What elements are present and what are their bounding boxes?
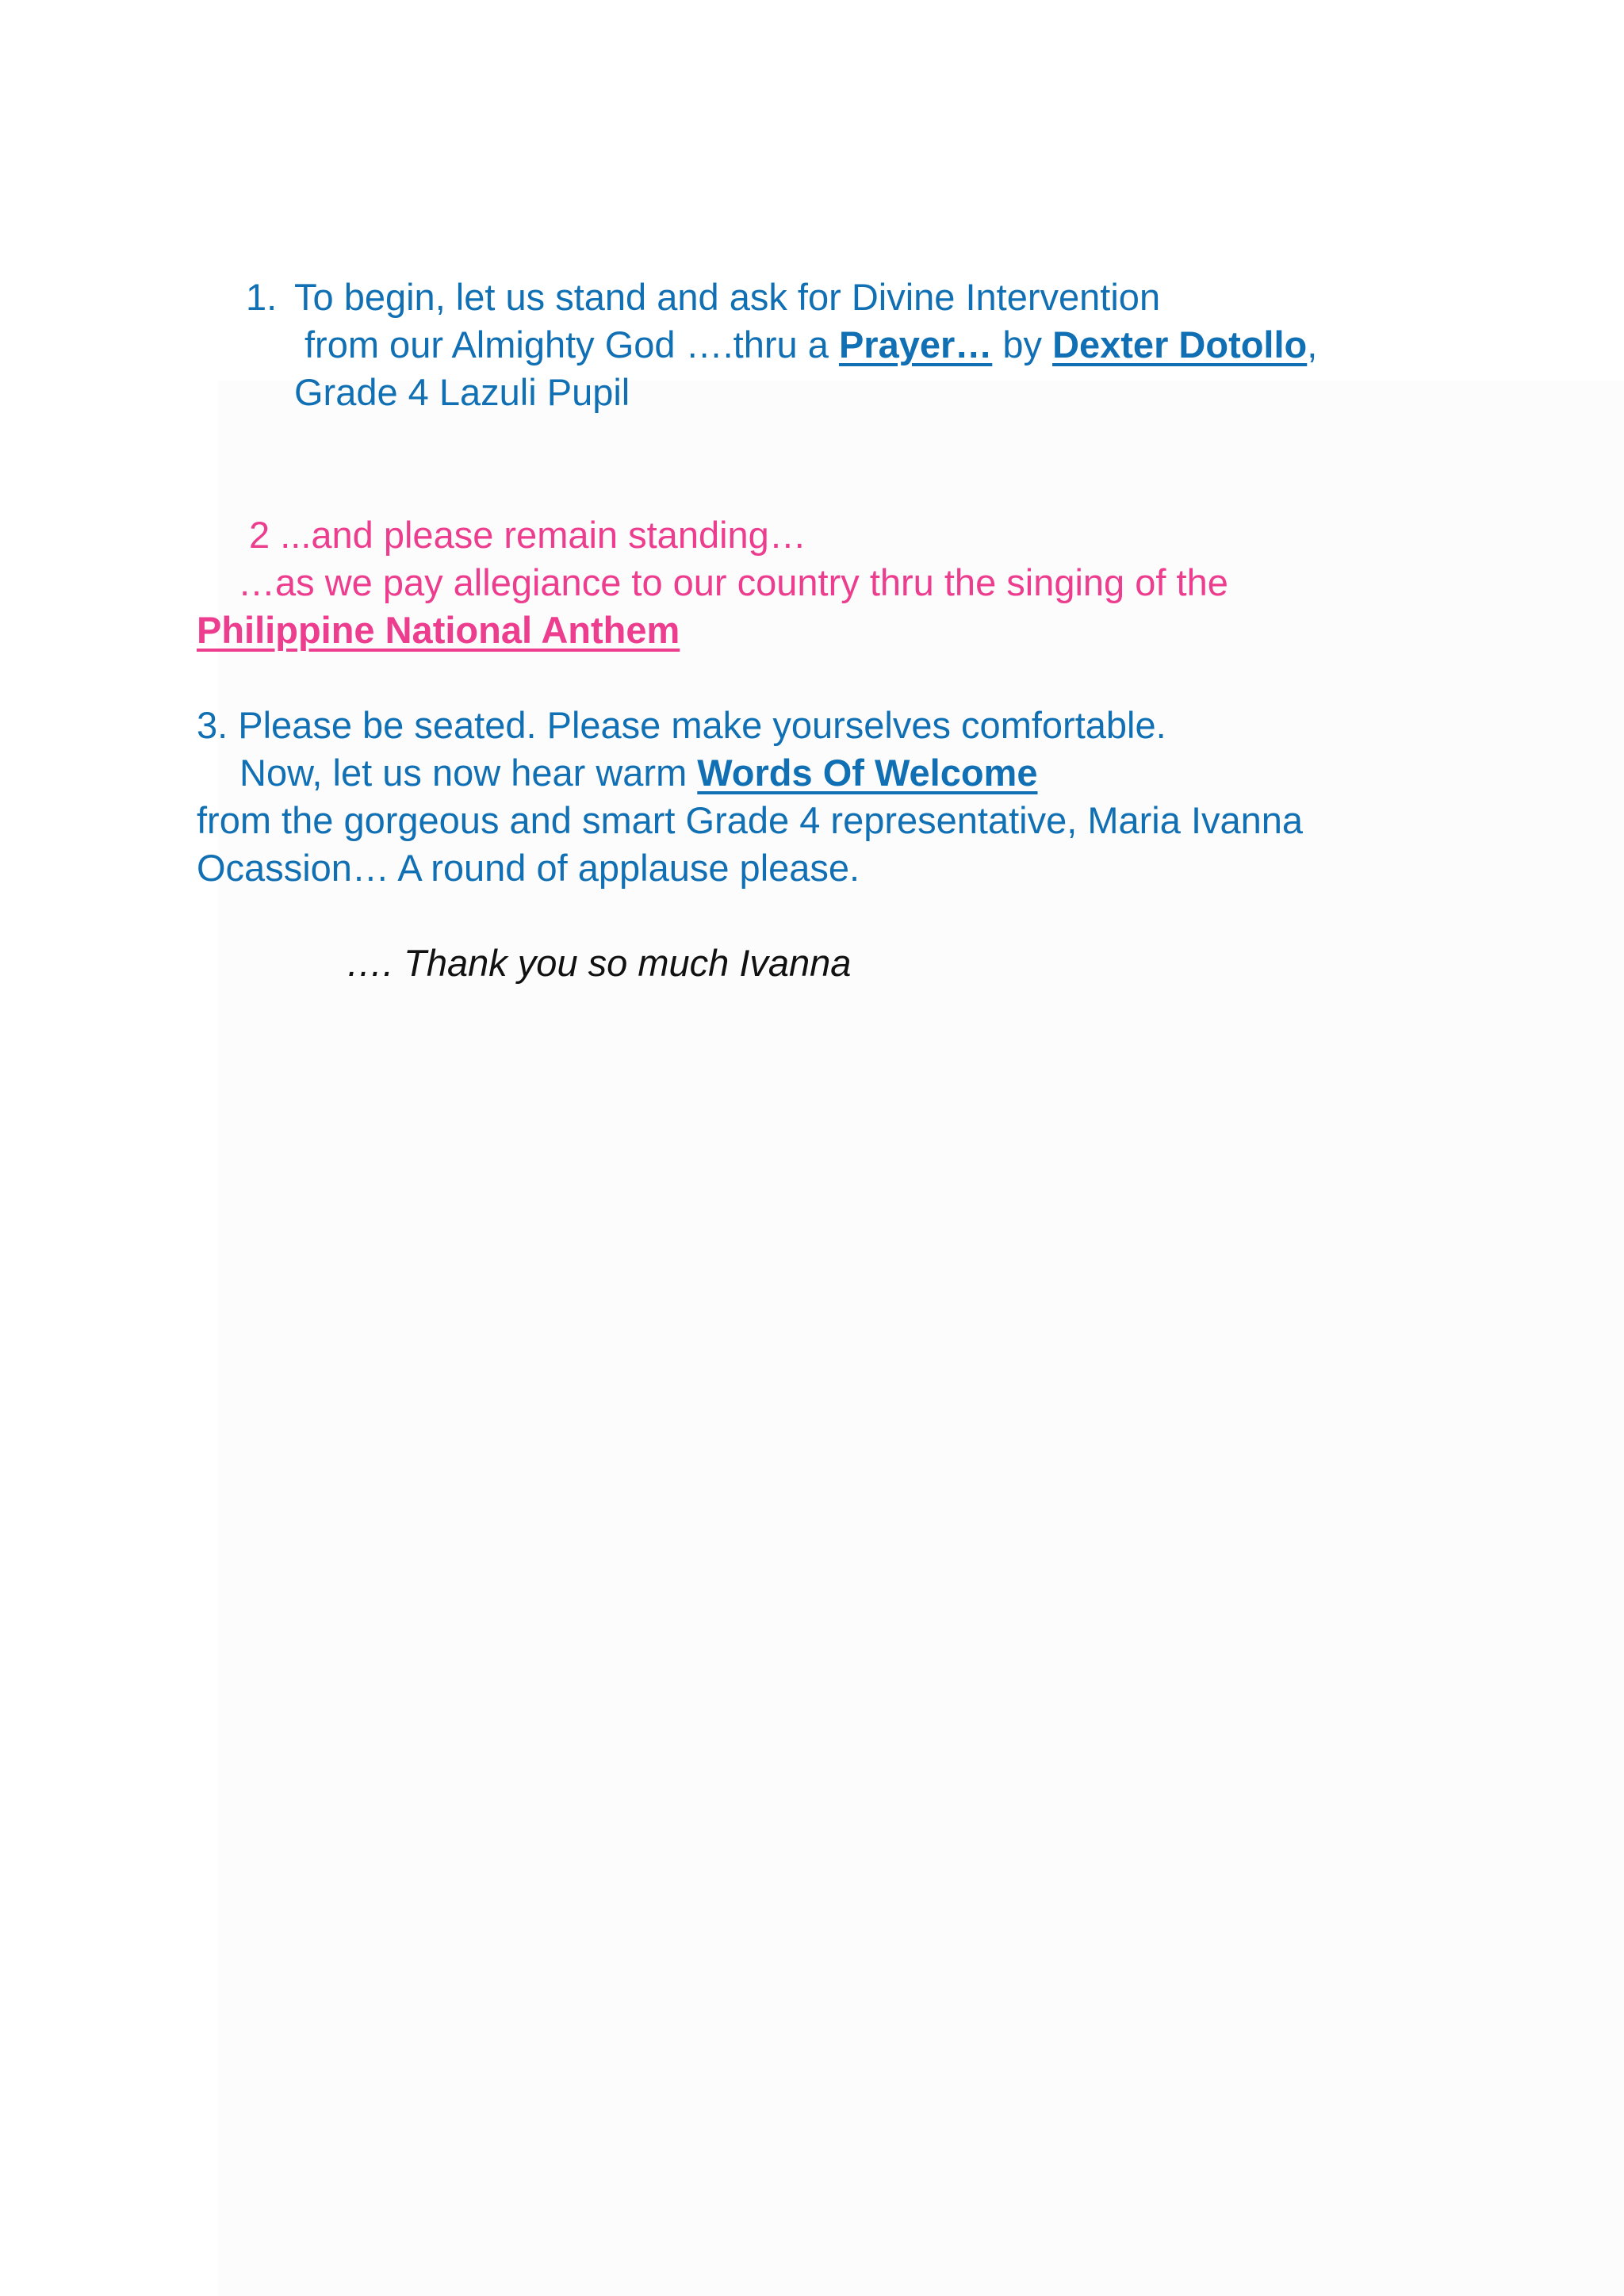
item3-line2 <box>239 749 1037 797</box>
item1-line2-pre: from our Almighty God ….thru a <box>304 323 839 365</box>
item1-line1-text: To begin, let us stand and ask for Divine Intervention <box>294 276 1161 318</box>
item2-line1: 2 ...and please remain standing… <box>249 514 806 556</box>
item3-line3: from the gorgeous and smart Grade 4 representative, Maria Ivanna <box>197 799 1304 841</box>
words-of-welcome-link: Words Of Welcome <box>697 752 1038 794</box>
dexter-dotollo-link: Dexter Dotollo <box>1052 323 1308 365</box>
item3-line4: Ocassion… A round of applause please. <box>197 847 860 889</box>
prayer-link: Prayer… <box>838 323 993 365</box>
item1-line2-mid: by <box>992 323 1053 365</box>
item2-line2: …as we pay allegiance to our country thru the singing of the <box>238 561 1228 603</box>
page-shade <box>218 381 1624 2296</box>
item1-line1 <box>246 274 1160 321</box>
item2-line3 <box>197 607 680 654</box>
item1-line2-post: , <box>1307 323 1318 365</box>
item3-line2-pre: Now, let us now hear warm <box>239 752 698 794</box>
item1-line2 <box>304 321 1317 369</box>
philippine-national-anthem-link: Philippine National Anthem <box>197 609 680 651</box>
item1-line3: Grade 4 Lazuli Pupil <box>294 371 630 413</box>
item3-line1: 3. Please be seated. Please make yourselves comfortable. <box>197 704 1166 746</box>
closing-line: …. Thank you so much Ivanna <box>346 942 852 984</box>
item1-number: 1. <box>246 276 278 318</box>
